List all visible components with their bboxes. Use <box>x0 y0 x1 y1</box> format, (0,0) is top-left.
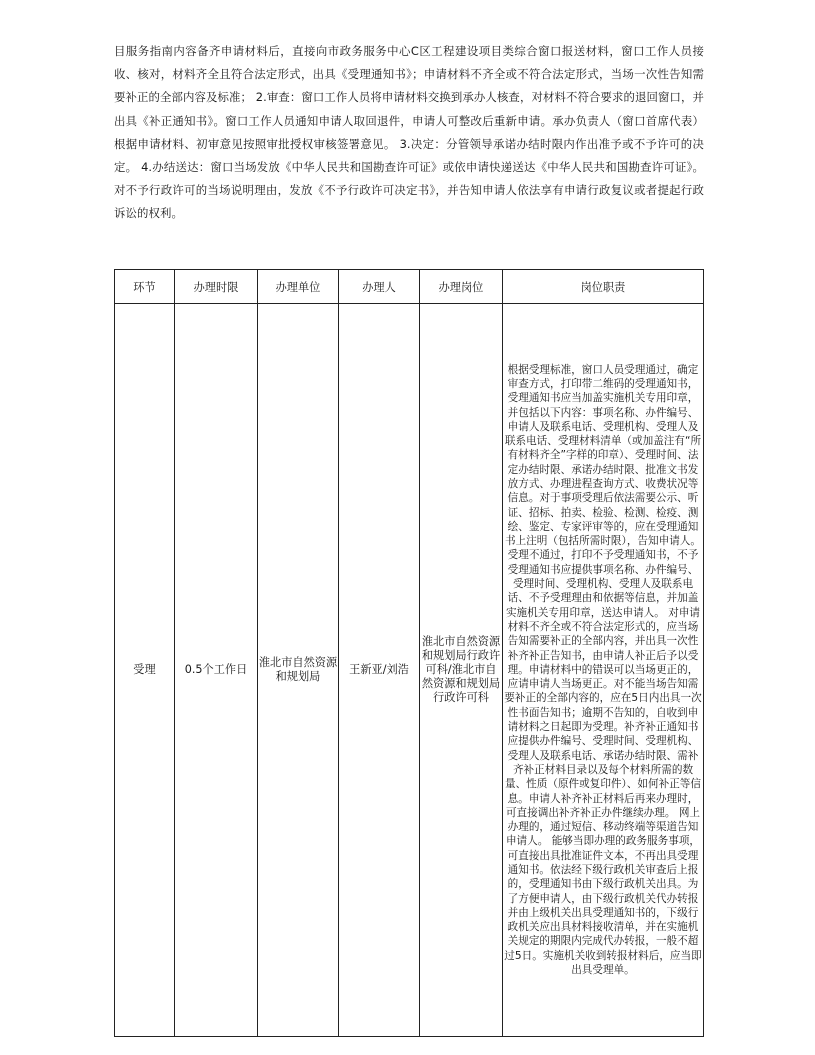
header-step: 环节 <box>115 270 175 304</box>
header-duty: 岗位职责 <box>503 270 704 304</box>
header-unit: 办理单位 <box>258 270 339 304</box>
cell-step: 受理 <box>115 304 175 1037</box>
intro-section <box>114 40 704 226</box>
table-header-row <box>115 270 704 304</box>
table-row <box>115 304 704 1037</box>
cell-unit: 淮北市自然资源和规划局 <box>258 304 339 1037</box>
intro-paragraph: 目服务指南内容备齐申请材料后，直接向市政务服务中心C区工程建设项目类综合窗口报送材料，窗口工作人员接收、核对，材料齐全且符合法定形式，出具《受理通知书》；申请材料不齐全或不符合法定形式，当场一次性告知需要补正的全部内容及标准； 2.审查：窗口工作人员将申请材料交换到承办人核查，对材料不符合要求的退回窗口，并出具《补正通知书》。窗口工作人员通知申请人取回退件，申请人可整改后重新申请。承办负责人（窗口首席代表）根据申请材料、初审意见按照审批授权审核签署意见。 3.决定：分管领导承诺办结时限内作出准予或不予许可的决定。 4.办结送达：窗口当场发放《中华人民共和国勘查许可证》或依申请快递送达《中华人民共和国勘查许可证》。对不予行政许可的当场说明理由，发放《不予行政许可决定书》，并告知申请人依法享有申请行政复议或者提起行政诉讼的权利。 <box>114 44 704 221</box>
header-post: 办理岗位 <box>420 270 503 304</box>
cell-duty: 根据受理标准，窗口人员受理通过，确定审查方式，打印带二维码的受理通知书，受理通知书应当加盖实施机关专用印章，并包括以下内容：事项名称、办件编号、申请人及联系电话、受理机构、受理人及联系电话、受理材料清单（或加盖注有“所有材料齐全”字样的印章）、受理时间、法定办结时限、承诺办结时限、批准文书发放方式、办理进程查询方式、收费状况等信息。对于事项受理后依法需要公示、听证、招标、拍卖、检验、检测、检疫、测绘、鉴定、专家评审等的，应在受理通知书上注明（包括所需时限），告知申请人。 受理不通过，打印不予受理通知书，不予受理通知书应提供事项名称、办件编号、受理时间、受理机构、受理人及联系电话、不予受理理由和依据等信息，并加盖实施机关专用印章，送达申请人。 对申请材料不齐全或不符合法定形式的，应当场告知需要补正的全部内容，并出具一次性补齐补正告知书，由申请人补正后予以受理。申请材料中的错误可以当场更正的，应请申请人当场更正。对不能当场告知需要补正的全部内容的，应在5日内出具一次性书面告知书；逾期不告知的，自收到申请材料之日起即为受理。补齐补正通知书应提供办件编号、受理时间、受理机构、受理人及联系电话、承诺办结时限、需补齐补正材料目录以及每个材料所需的数量、性质（原件或复印件）、如何补正等信息。申请人补齐补正材料后再来办理时，可直接调出补齐补正办件继续办理。 网上办理的，通过短信、移动终端等渠道告知申请人。 能够当即办理的政务服务事项，可直接出具批准证件文本，不再出具受理通知书。依法经下级行政机关审查后上报的，受理通知书由下级行政机关出具。为了方便申请人，由下级行政机关代办转报并由上级机关出具受理通知书的，下级行政机关应出具材料接收清单，并在实施机关规定的期限内完成代办转报，一般不超过5日。实施机关收到转报材料后，应当即出具受理单。 <box>503 304 704 1037</box>
header-person: 办理人 <box>339 270 420 304</box>
header-time-limit: 办理时限 <box>175 270 258 304</box>
procedure-table <box>114 269 704 1037</box>
cell-time-limit: 0.5个工作日 <box>175 304 258 1037</box>
cell-person: 王新亚/刘浩 <box>339 304 420 1037</box>
cell-post: 淮北市自然资源和规划局行政许可科/淮北市自然资源和规划局行政许可科 <box>420 304 503 1037</box>
